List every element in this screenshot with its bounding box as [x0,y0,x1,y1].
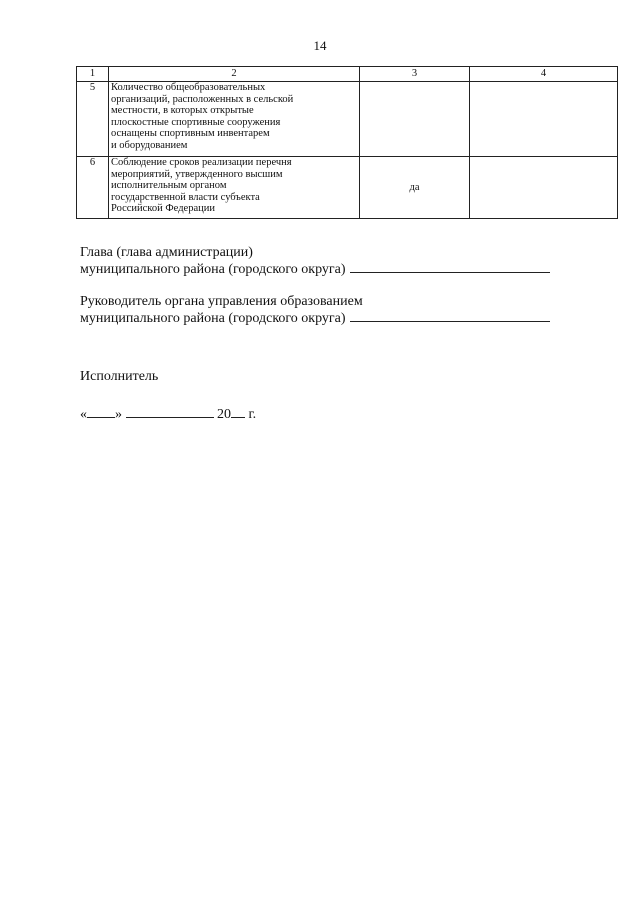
head-signature-field[interactable] [350,260,550,273]
executor-label: Исполнитель [80,369,159,384]
education-signature-block [80,294,550,326]
indicators-table [76,66,618,219]
row-extra [470,82,618,157]
row-extra [470,157,618,219]
head-title: Глава (глава администрации) [80,245,253,260]
year-suffix: г. [248,407,257,422]
day-field[interactable] [87,405,115,418]
row-number: 5 [77,82,109,157]
head-signature-block [80,245,550,277]
date-close-quote: » [115,407,122,422]
column-header: 4 [470,67,618,82]
table-row [77,157,618,219]
column-header: 1 [77,67,109,82]
row-number: 6 [77,157,109,219]
column-header: 3 [360,67,470,82]
date-line [80,405,256,423]
row-value [360,82,470,157]
year-prefix: 20 [217,407,231,422]
row-value: да [360,157,470,219]
education-head-title: Руководитель органа управления образованием [80,294,363,309]
table-header-row [77,67,618,82]
row-indicator-text: Соблюдение сроков реализации перечня мероприятий, утвержденного высшим исполнительным органом государственной власти субъекта Российской Федерации [109,157,360,219]
row-indicator-text: Количество общеобразовательных организаций, расположенных в сельской местности, в которых открытые плоскостные спортивные сооружения оснащены спортивным инвентарем и оборудованием [109,82,360,157]
month-field[interactable] [126,405,214,418]
date-open-quote: « [80,407,87,422]
education-signature-field[interactable] [350,309,550,322]
head-subtitle-line [80,260,550,277]
page-number: 14 [313,38,327,53]
table-row [77,82,618,157]
year-field[interactable] [231,405,245,418]
head-subtitle: муниципального района (городского округа) [80,262,346,277]
education-subtitle-line [80,309,550,326]
education-subtitle: муниципального района (городского округа) [80,311,346,326]
column-header: 2 [109,67,360,82]
